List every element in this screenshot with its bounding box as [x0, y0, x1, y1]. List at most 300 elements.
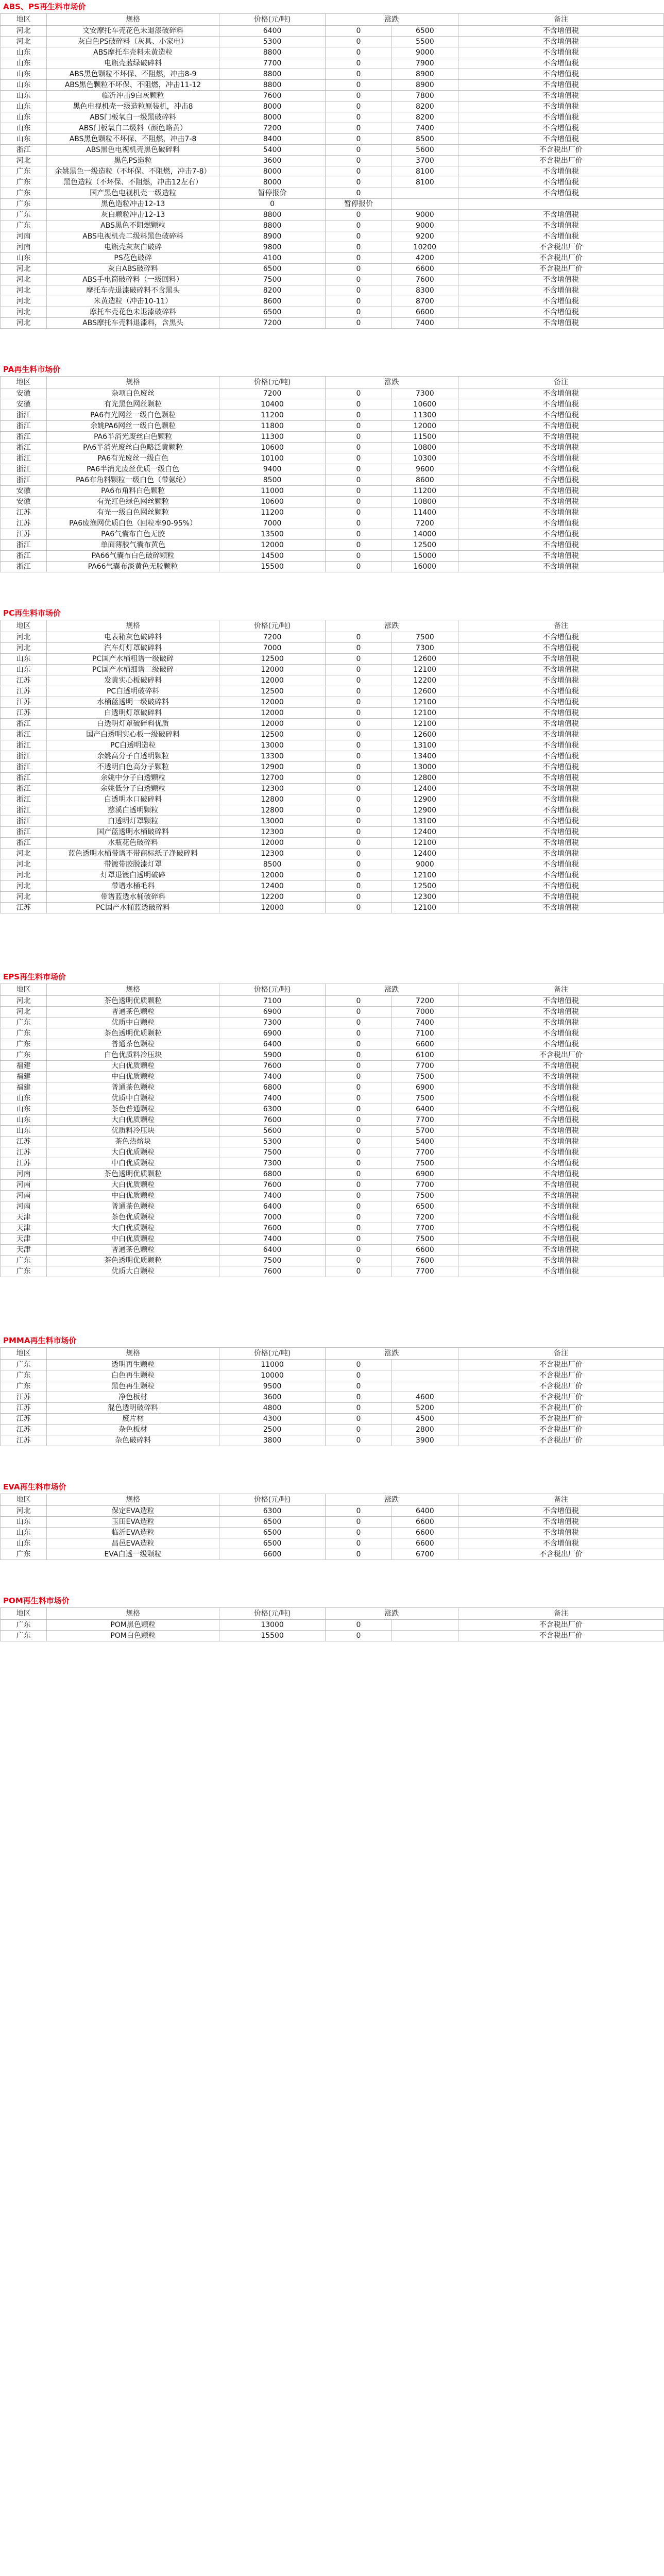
table-row [1, 177, 664, 188]
price-cell: 7500 [219, 1147, 326, 1158]
region-cell: 江苏 [1, 1392, 47, 1403]
price-high-cell: 6700 [391, 1549, 458, 1560]
change-cell: 0 [326, 91, 392, 101]
column-header: 价格(元/吨) [219, 984, 326, 996]
price-table [0, 984, 664, 1277]
change-cell: 0 [326, 123, 392, 134]
price-cell: 7200 [219, 123, 326, 134]
spec-cell: 茶色透明优质颗粒 [47, 1169, 219, 1180]
table-row [1, 892, 664, 903]
table-row [1, 529, 664, 540]
region-cell: 河北 [1, 996, 47, 1007]
change-cell: 0 [326, 794, 392, 805]
column-header: 备注 [458, 14, 663, 26]
price-table [0, 376, 664, 572]
spec-cell: PA6布角料颗粒一级白色（带氨纶） [47, 475, 219, 486]
note-cell: 不含增值税 [458, 231, 663, 242]
price-high-cell: 7200 [391, 996, 458, 1007]
spec-cell: 优质中白颗粒 [47, 1018, 219, 1028]
note-cell: 不含税出厂价 [458, 1403, 663, 1414]
price-cell: 8000 [219, 166, 326, 177]
note-cell: 不含增值税 [458, 816, 663, 827]
note-cell: 不含增值税 [458, 1223, 663, 1234]
column-header: 地区 [1, 1348, 47, 1360]
spec-cell: 灯罩退镀白透明破碎 [47, 870, 219, 881]
spec-cell: 国产白透明实心板一级破碎料 [47, 730, 219, 740]
column-header: 规格 [47, 620, 219, 632]
change-cell: 0 [326, 145, 392, 156]
change-cell: 0 [326, 421, 392, 432]
note-cell: 不含税出厂价 [458, 1370, 663, 1381]
region-cell: 安徽 [1, 388, 47, 399]
change-cell: 0 [326, 1425, 392, 1435]
column-header: 涨跌 [326, 620, 458, 632]
table-row [1, 80, 664, 91]
note-cell: 不含增值税 [458, 740, 663, 751]
region-cell: 江苏 [1, 1147, 47, 1158]
price-high-cell: 7500 [391, 1093, 458, 1104]
note-cell: 不含增值税 [458, 486, 663, 497]
column-header: 备注 [458, 984, 663, 996]
price-high-cell: 12400 [391, 849, 458, 859]
spec-cell: 昌邑EVA造粒 [47, 1538, 219, 1549]
note-cell: 不含增值税 [458, 773, 663, 784]
price-section [0, 606, 664, 913]
note-cell: 不含增值税 [458, 697, 663, 708]
table-row [1, 453, 664, 464]
region-cell: 浙江 [1, 838, 47, 849]
price-cell: 8800 [219, 80, 326, 91]
region-cell: 浙江 [1, 794, 47, 805]
spec-cell: 有光一级白色网丝颗粒 [47, 507, 219, 518]
table-row [1, 1039, 664, 1050]
price-high-cell [391, 1370, 458, 1381]
price-high-cell: 7700 [391, 1266, 458, 1277]
note-cell: 不含增值税 [458, 870, 663, 881]
note-cell: 不含增值税 [458, 686, 663, 697]
spec-cell: 余姚低分子白透颗粒 [47, 784, 219, 794]
price-cell: 12500 [219, 730, 326, 740]
spec-cell: 临沂EVA造粒 [47, 1528, 219, 1538]
column-header: 涨跌 [326, 1608, 458, 1620]
price-cell: 13000 [219, 1620, 326, 1631]
price-high-cell: 7500 [391, 1072, 458, 1082]
region-cell: 河南 [1, 231, 47, 242]
change-cell: 0 [326, 1549, 392, 1560]
column-header: 价格(元/吨) [219, 1608, 326, 1620]
change-cell: 0 [326, 708, 392, 719]
column-header: 规格 [47, 1608, 219, 1620]
note-cell: 不含增值税 [458, 1506, 663, 1517]
change-cell: 0 [326, 1169, 392, 1180]
table-row [1, 996, 664, 1007]
table-row [1, 1414, 664, 1425]
note-cell: 不含增值税 [458, 221, 663, 231]
price-cell: 11800 [219, 421, 326, 432]
spec-cell: 灰白颗粒冲击12-13 [47, 210, 219, 221]
price-high-cell: 6500 [391, 26, 458, 37]
price-cell: 8500 [219, 859, 326, 870]
price-cell: 7600 [219, 1266, 326, 1277]
region-cell: 山东 [1, 47, 47, 58]
column-header: 规格 [47, 984, 219, 996]
note-cell: 不含增值税 [458, 1137, 663, 1147]
price-cell: 5400 [219, 145, 326, 156]
region-cell: 河北 [1, 37, 47, 47]
note-cell: 不含增值税 [458, 1191, 663, 1201]
note-cell: 不含增值税 [458, 892, 663, 903]
table-row [1, 540, 664, 551]
table-row [1, 1266, 664, 1277]
note-cell: 不含增值税 [458, 751, 663, 762]
price-cell: 6900 [219, 1028, 326, 1039]
note-cell: 不含税出厂价 [458, 264, 663, 275]
price-cell: 3600 [219, 1392, 326, 1403]
region-cell: 安徽 [1, 486, 47, 497]
note-cell: 不含税出厂价 [458, 1392, 663, 1403]
price-cell: 6500 [219, 1517, 326, 1528]
note-cell: 不含增值税 [458, 708, 663, 719]
price-cell: 7600 [219, 1223, 326, 1234]
region-cell: 浙江 [1, 464, 47, 475]
change-cell: 0 [326, 1147, 392, 1158]
region-cell: 浙江 [1, 145, 47, 156]
spec-cell: 透明再生颗粒 [47, 1360, 219, 1370]
table-row [1, 1392, 664, 1403]
price-cell: 5600 [219, 1126, 326, 1137]
table-row [1, 1082, 664, 1093]
column-header: 备注 [458, 1494, 663, 1506]
price-high-cell: 8500 [391, 134, 458, 145]
change-cell: 0 [326, 101, 392, 112]
price-cell: 7200 [219, 318, 326, 329]
spec-cell: 茶色透明优质颗粒 [47, 1028, 219, 1039]
region-cell: 浙江 [1, 475, 47, 486]
region-cell: 山东 [1, 1115, 47, 1126]
change-cell: 0 [326, 221, 392, 231]
spec-cell: ABS电视机壳二级料黑色破碎料 [47, 231, 219, 242]
change-cell: 0 [326, 231, 392, 242]
price-high-cell: 6600 [391, 1245, 458, 1256]
note-cell: 不含增值税 [458, 318, 663, 329]
table-row [1, 199, 664, 210]
spec-cell: 茶色普通颗粒 [47, 1104, 219, 1115]
spec-cell: PA6半消光废丝优质一级白色 [47, 464, 219, 475]
price-cell: 6400 [219, 1245, 326, 1256]
table-row [1, 805, 664, 816]
price-high-cell: 15000 [391, 551, 458, 562]
table-row [1, 410, 664, 421]
table-row [1, 784, 664, 794]
table-header-row [1, 1608, 664, 1620]
note-cell: 不含增值税 [458, 1538, 663, 1549]
change-cell: 0 [326, 1158, 392, 1169]
table-row [1, 69, 664, 80]
note-cell: 不含增值税 [458, 1234, 663, 1245]
spec-cell: 茶色透明优质颗粒 [47, 1256, 219, 1266]
table-row [1, 1180, 664, 1191]
table-row [1, 773, 664, 784]
spec-cell: 国产蓝透明水桶破碎料 [47, 827, 219, 838]
spec-cell: 单面薄胶气囊布黄色 [47, 540, 219, 551]
region-cell: 浙江 [1, 410, 47, 421]
table-row [1, 816, 664, 827]
price-high-cell: 7400 [391, 318, 458, 329]
change-cell: 0 [326, 80, 392, 91]
region-cell: 山东 [1, 69, 47, 80]
change-cell: 0 [326, 643, 392, 654]
table-row [1, 1007, 664, 1018]
price-cell: 5900 [219, 1050, 326, 1061]
table-header-row [1, 984, 664, 996]
price-high-cell [391, 1620, 458, 1631]
spec-cell: ABS门板氧白一级黑破碎料 [47, 112, 219, 123]
region-cell: 福建 [1, 1072, 47, 1082]
price-high-cell: 7700 [391, 1061, 458, 1072]
change-cell: 0 [326, 1104, 392, 1115]
table-row [1, 794, 664, 805]
table-row [1, 1517, 664, 1528]
price-cell: 6800 [219, 1082, 326, 1093]
change-cell: 0 [326, 1223, 392, 1234]
table-row [1, 388, 664, 399]
price-section [0, 970, 664, 1277]
change-cell: 0 [326, 1266, 392, 1277]
table-row [1, 231, 664, 242]
region-cell: 浙江 [1, 421, 47, 432]
spec-cell: 临沂冲击9白灰颗粒 [47, 91, 219, 101]
table-row [1, 518, 664, 529]
spec-cell: 大白优质颗粒 [47, 1180, 219, 1191]
table-row [1, 1549, 664, 1560]
price-high-cell: 12900 [391, 794, 458, 805]
spec-cell: 白透明灯罩颗粒 [47, 816, 219, 827]
price-cell: 9500 [219, 1381, 326, 1392]
region-cell: 天津 [1, 1223, 47, 1234]
table-row [1, 1212, 664, 1223]
price-cell: 15500 [219, 562, 326, 572]
spec-cell: PA66气囊布白色破碎颗粒 [47, 551, 219, 562]
change-cell: 0 [326, 134, 392, 145]
table-header-row [1, 1494, 664, 1506]
change-cell: 0 [326, 838, 392, 849]
note-cell: 不含增值税 [458, 719, 663, 730]
price-cell: 6500 [219, 1528, 326, 1538]
price-table [0, 13, 664, 329]
table-row [1, 486, 664, 497]
note-cell: 不含增值税 [458, 432, 663, 443]
note-cell: 不含增值税 [458, 166, 663, 177]
region-cell: 广东 [1, 199, 47, 210]
spec-cell: 普通茶色颗粒 [47, 1201, 219, 1212]
spec-cell: 白色再生颗粒 [47, 1370, 219, 1381]
price-high-cell: 10800 [391, 443, 458, 453]
change-cell: 0 [326, 881, 392, 892]
price-cell: 暂停报价 [219, 188, 326, 199]
price-high-cell: 6600 [391, 1517, 458, 1528]
region-cell: 广东 [1, 177, 47, 188]
price-high-cell [391, 1360, 458, 1370]
region-cell: 广东 [1, 1266, 47, 1277]
price-high-cell: 9000 [391, 221, 458, 231]
price-cell: 12000 [219, 540, 326, 551]
change-cell: 0 [326, 242, 392, 253]
price-section [0, 0, 664, 329]
table-row [1, 719, 664, 730]
price-cell: 10400 [219, 399, 326, 410]
table-row [1, 188, 664, 199]
change-cell: 0 [326, 275, 392, 285]
region-cell: 江苏 [1, 1158, 47, 1169]
price-cell: 7400 [219, 1093, 326, 1104]
price-cell: 7000 [219, 1212, 326, 1223]
table-row [1, 221, 664, 231]
note-cell: 不含增值税 [458, 1147, 663, 1158]
change-cell: 0 [326, 1528, 392, 1538]
spec-cell: 普通茶色颗粒 [47, 1039, 219, 1050]
table-row [1, 1403, 664, 1414]
price-high-cell: 12100 [391, 697, 458, 708]
table-row [1, 697, 664, 708]
price-high-cell: 12500 [391, 881, 458, 892]
spec-cell: PC白透明造粒 [47, 740, 219, 751]
spec-cell: 黑色造粒冲击12-13 [47, 199, 219, 210]
price-cell: 12800 [219, 794, 326, 805]
region-cell: 浙江 [1, 540, 47, 551]
price-high-cell: 7500 [391, 632, 458, 643]
price-high-cell: 8100 [391, 166, 458, 177]
price-high-cell: 12600 [391, 654, 458, 665]
note-cell: 不含增值税 [458, 1018, 663, 1028]
price-cell: 6300 [219, 1506, 326, 1517]
price-high-cell: 4600 [391, 1392, 458, 1403]
region-cell: 广东 [1, 210, 47, 221]
price-cell: 8800 [219, 69, 326, 80]
note-cell: 不含增值税 [458, 453, 663, 464]
change-cell: 0 [326, 26, 392, 37]
note-cell: 不含税出厂价 [458, 145, 663, 156]
price-high-cell: 12900 [391, 805, 458, 816]
price-high-cell: 6500 [391, 1201, 458, 1212]
price-cell: 11300 [219, 432, 326, 443]
change-cell: 0 [326, 1256, 392, 1266]
change-cell: 0 [326, 1435, 392, 1446]
region-cell: 河北 [1, 892, 47, 903]
change-cell: 0 [326, 870, 392, 881]
region-cell: 河南 [1, 1169, 47, 1180]
column-header: 规格 [47, 377, 219, 388]
note-cell: 不含增值税 [458, 654, 663, 665]
region-cell: 广东 [1, 1381, 47, 1392]
note-cell: 不含增值税 [458, 134, 663, 145]
column-header: 涨跌 [326, 14, 458, 26]
spec-cell: 中白优质颗粒 [47, 1158, 219, 1169]
change-cell: 0 [326, 1538, 392, 1549]
table-row [1, 1245, 664, 1256]
table-row [1, 253, 664, 264]
column-header: 规格 [47, 1348, 219, 1360]
change-cell: 0 [326, 562, 392, 572]
region-cell: 山东 [1, 1126, 47, 1137]
table-row [1, 1234, 664, 1245]
spec-cell: 余姚PA6网丝一级白色颗粒 [47, 421, 219, 432]
price-cell: 6400 [219, 26, 326, 37]
price-cell: 12000 [219, 697, 326, 708]
table-row [1, 551, 664, 562]
price-high-cell: 5500 [391, 37, 458, 47]
table-row [1, 675, 664, 686]
price-cell: 5300 [219, 37, 326, 47]
change-cell: 0 [326, 751, 392, 762]
section-title: PA再生料市场价 [3, 365, 61, 374]
change-cell: 0 [326, 996, 392, 1007]
change-cell: 0 [326, 507, 392, 518]
spec-cell: PS花色破碎 [47, 253, 219, 264]
region-cell: 山东 [1, 253, 47, 264]
price-high-cell: 12100 [391, 708, 458, 719]
price-high-cell: 8700 [391, 296, 458, 307]
spec-cell: 水瓶花色破碎料 [47, 838, 219, 849]
region-cell: 山东 [1, 1093, 47, 1104]
region-cell: 河北 [1, 849, 47, 859]
table-row [1, 827, 664, 838]
price-cell: 12300 [219, 849, 326, 859]
note-cell: 不含增值税 [458, 529, 663, 540]
note-cell: 不含增值税 [458, 643, 663, 654]
change-cell: 0 [326, 388, 392, 399]
region-cell: 广东 [1, 166, 47, 177]
region-cell: 山东 [1, 123, 47, 134]
change-cell: 0 [326, 1191, 392, 1201]
spec-cell: ABS手电筒破碎料（一级回料） [47, 275, 219, 285]
change-cell: 0 [326, 1115, 392, 1126]
table-row [1, 58, 664, 69]
price-high-cell: 6600 [391, 1538, 458, 1549]
table-header-row [1, 377, 664, 388]
region-cell: 天津 [1, 1234, 47, 1245]
change-cell: 0 [326, 551, 392, 562]
note-cell: 不含增值税 [458, 540, 663, 551]
spec-cell: 优质中白颗粒 [47, 1093, 219, 1104]
price-high-cell: 11500 [391, 432, 458, 443]
change-cell: 0 [326, 464, 392, 475]
price-high-cell: 6400 [391, 1506, 458, 1517]
table-row [1, 275, 664, 285]
note-cell: 不含增值税 [458, 805, 663, 816]
price-high-cell: 3900 [391, 1435, 458, 1446]
price-high-cell: 8900 [391, 69, 458, 80]
region-cell: 河北 [1, 296, 47, 307]
region-cell: 浙江 [1, 730, 47, 740]
price-section [0, 1480, 664, 1560]
change-cell: 0 [326, 1245, 392, 1256]
table-row [1, 708, 664, 719]
table-row [1, 134, 664, 145]
change-cell: 0 [326, 859, 392, 870]
price-high-cell: 12800 [391, 773, 458, 784]
table-row [1, 1169, 664, 1180]
price-high-cell: 16000 [391, 562, 458, 572]
change-cell: 0 [326, 1360, 392, 1370]
region-cell: 山东 [1, 654, 47, 665]
price-cell: 12000 [219, 665, 326, 675]
change-cell: 0 [326, 1403, 392, 1414]
table-row [1, 242, 664, 253]
change-cell: 0 [326, 892, 392, 903]
price-high-cell: 4200 [391, 253, 458, 264]
spec-cell: 茶色热熔块 [47, 1137, 219, 1147]
region-cell: 安徽 [1, 497, 47, 507]
